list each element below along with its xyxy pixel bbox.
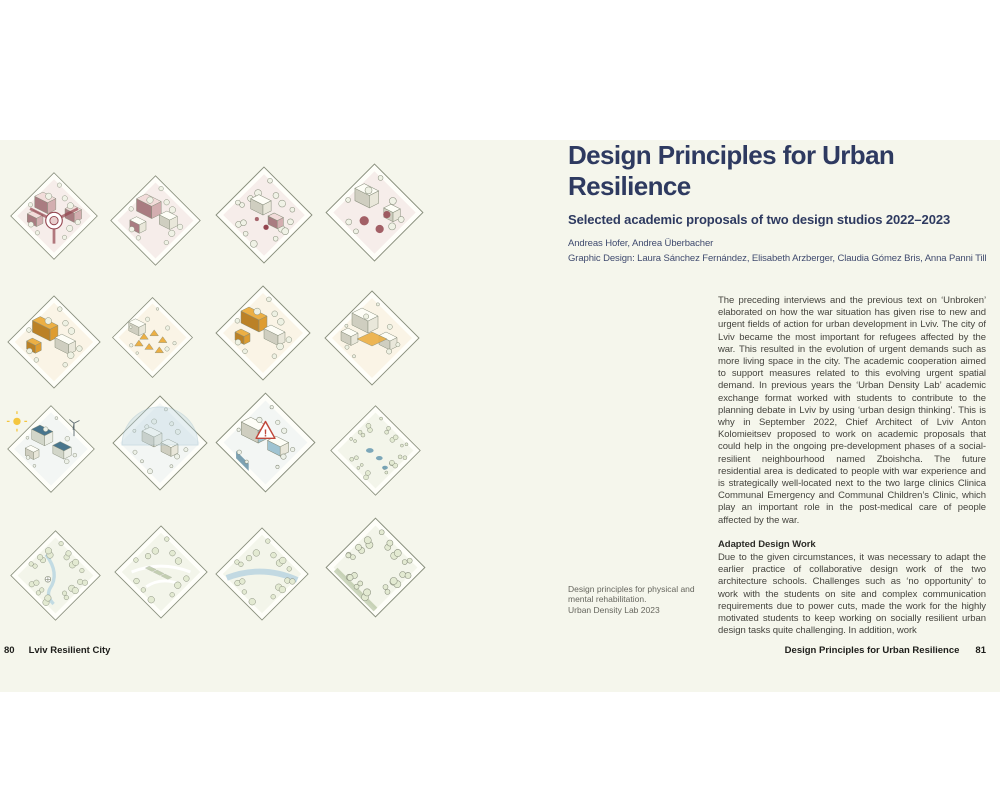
illustration-tile-r2c4	[322, 288, 422, 388]
right-page	[530, 140, 1000, 692]
left-footer-label: Lviv Resilient City	[28, 645, 111, 656]
illustration-tile-r4c3	[213, 525, 311, 623]
body-text-column	[718, 295, 986, 649]
right-page-footer	[785, 645, 986, 656]
illustration-tile-r1c4	[323, 161, 426, 264]
illustration-caption	[568, 584, 720, 615]
book-spread	[0, 140, 1000, 692]
illustration-tile-r2c2	[110, 295, 195, 380]
body-paragraph-1: The preceding interviews and the previous text on ‘Unbroken’ elaborated on how the war situation has given rise to new and urgent fields of action for urban development in Lviv. The city of Lviv became the most important for refugees affected by the war. This resulted in the evolution of urgent demands such as more living space in the city. The academic cooperation aimed to support measures related to this evolving urgent spatial demand. In previous years the ‘Urban Density Lab’ academic exchange format worked with students to contribute to the planning debate in Lviv by using ‘urban design thinking’. This is why in September 2022, Chief Architect of Lviv Anton Kolomieitsev proposed to work on academic proposals that could help in the ongoing pre-development phases of a social-resilient neighbourhood named Zboishcha. The future residential area is dedicated to people with war experience and is strategically well-located next to the two large clinics Clinica Communal Emergency and Communal Children’s Clinic, which play an important role in the post-medical care of people affected by the war.	[718, 295, 986, 526]
graphic-design-line: Graphic Design: Laura Sánchez Fernández, Elisabeth Arzberger, Claudia Gómez Bris, Anna Panni Till	[568, 252, 987, 264]
illustration-tile-r3c4	[328, 403, 423, 498]
illustration-tile-r4c1	[8, 528, 103, 623]
illustration-tile-r1c2	[108, 173, 203, 268]
caption-text: Design principles for physical and mental rehabilitation.	[568, 584, 695, 605]
left-page	[0, 140, 530, 692]
left-page-footer	[4, 645, 110, 656]
illustration-tile-r1c3	[213, 164, 315, 266]
body-heading: Adapted Design Work	[718, 538, 816, 550]
illustration-tile-r3c3	[213, 390, 318, 495]
svg-text:!: !	[263, 427, 268, 440]
illustration-tile-r4c4	[323, 515, 428, 620]
illustration-tile-r2c3	[213, 283, 313, 383]
illustration-tile-r3c1	[5, 403, 97, 495]
illustration-tile-r1c1	[8, 170, 100, 262]
caption-credit: Urban Density Lab 2023	[568, 604, 660, 615]
right-footer-label: Design Principles for Urban Resilience	[784, 645, 960, 656]
page-number-right: 81	[975, 645, 986, 656]
illustration-tile-r4c2	[112, 523, 210, 621]
illustration-tile-r3c2	[110, 393, 210, 493]
authors-line: Andreas Hofer, Andrea Überbacher	[568, 238, 714, 249]
page-title: Design Principles for Urban Resilience	[568, 140, 895, 201]
body-paragraph-2: Due to the given circumstances, it was necessary to adapt the earlier practice of collaborative design work of the two architecture schools. Challenges such as ‘no opportunity’ to work with the students on site and complex communication requirements due to power cuts, made the work for the highly motivated students to keep working on socially resilient urban design tasks quite challenging. In addition, work	[718, 552, 986, 637]
authors-block	[568, 237, 1000, 266]
illustration-tile-r2c1	[5, 293, 103, 391]
page-number-left: 80	[4, 645, 15, 656]
page-subtitle: Selected academic proposals of two design studios 2022–2023	[568, 212, 951, 227]
